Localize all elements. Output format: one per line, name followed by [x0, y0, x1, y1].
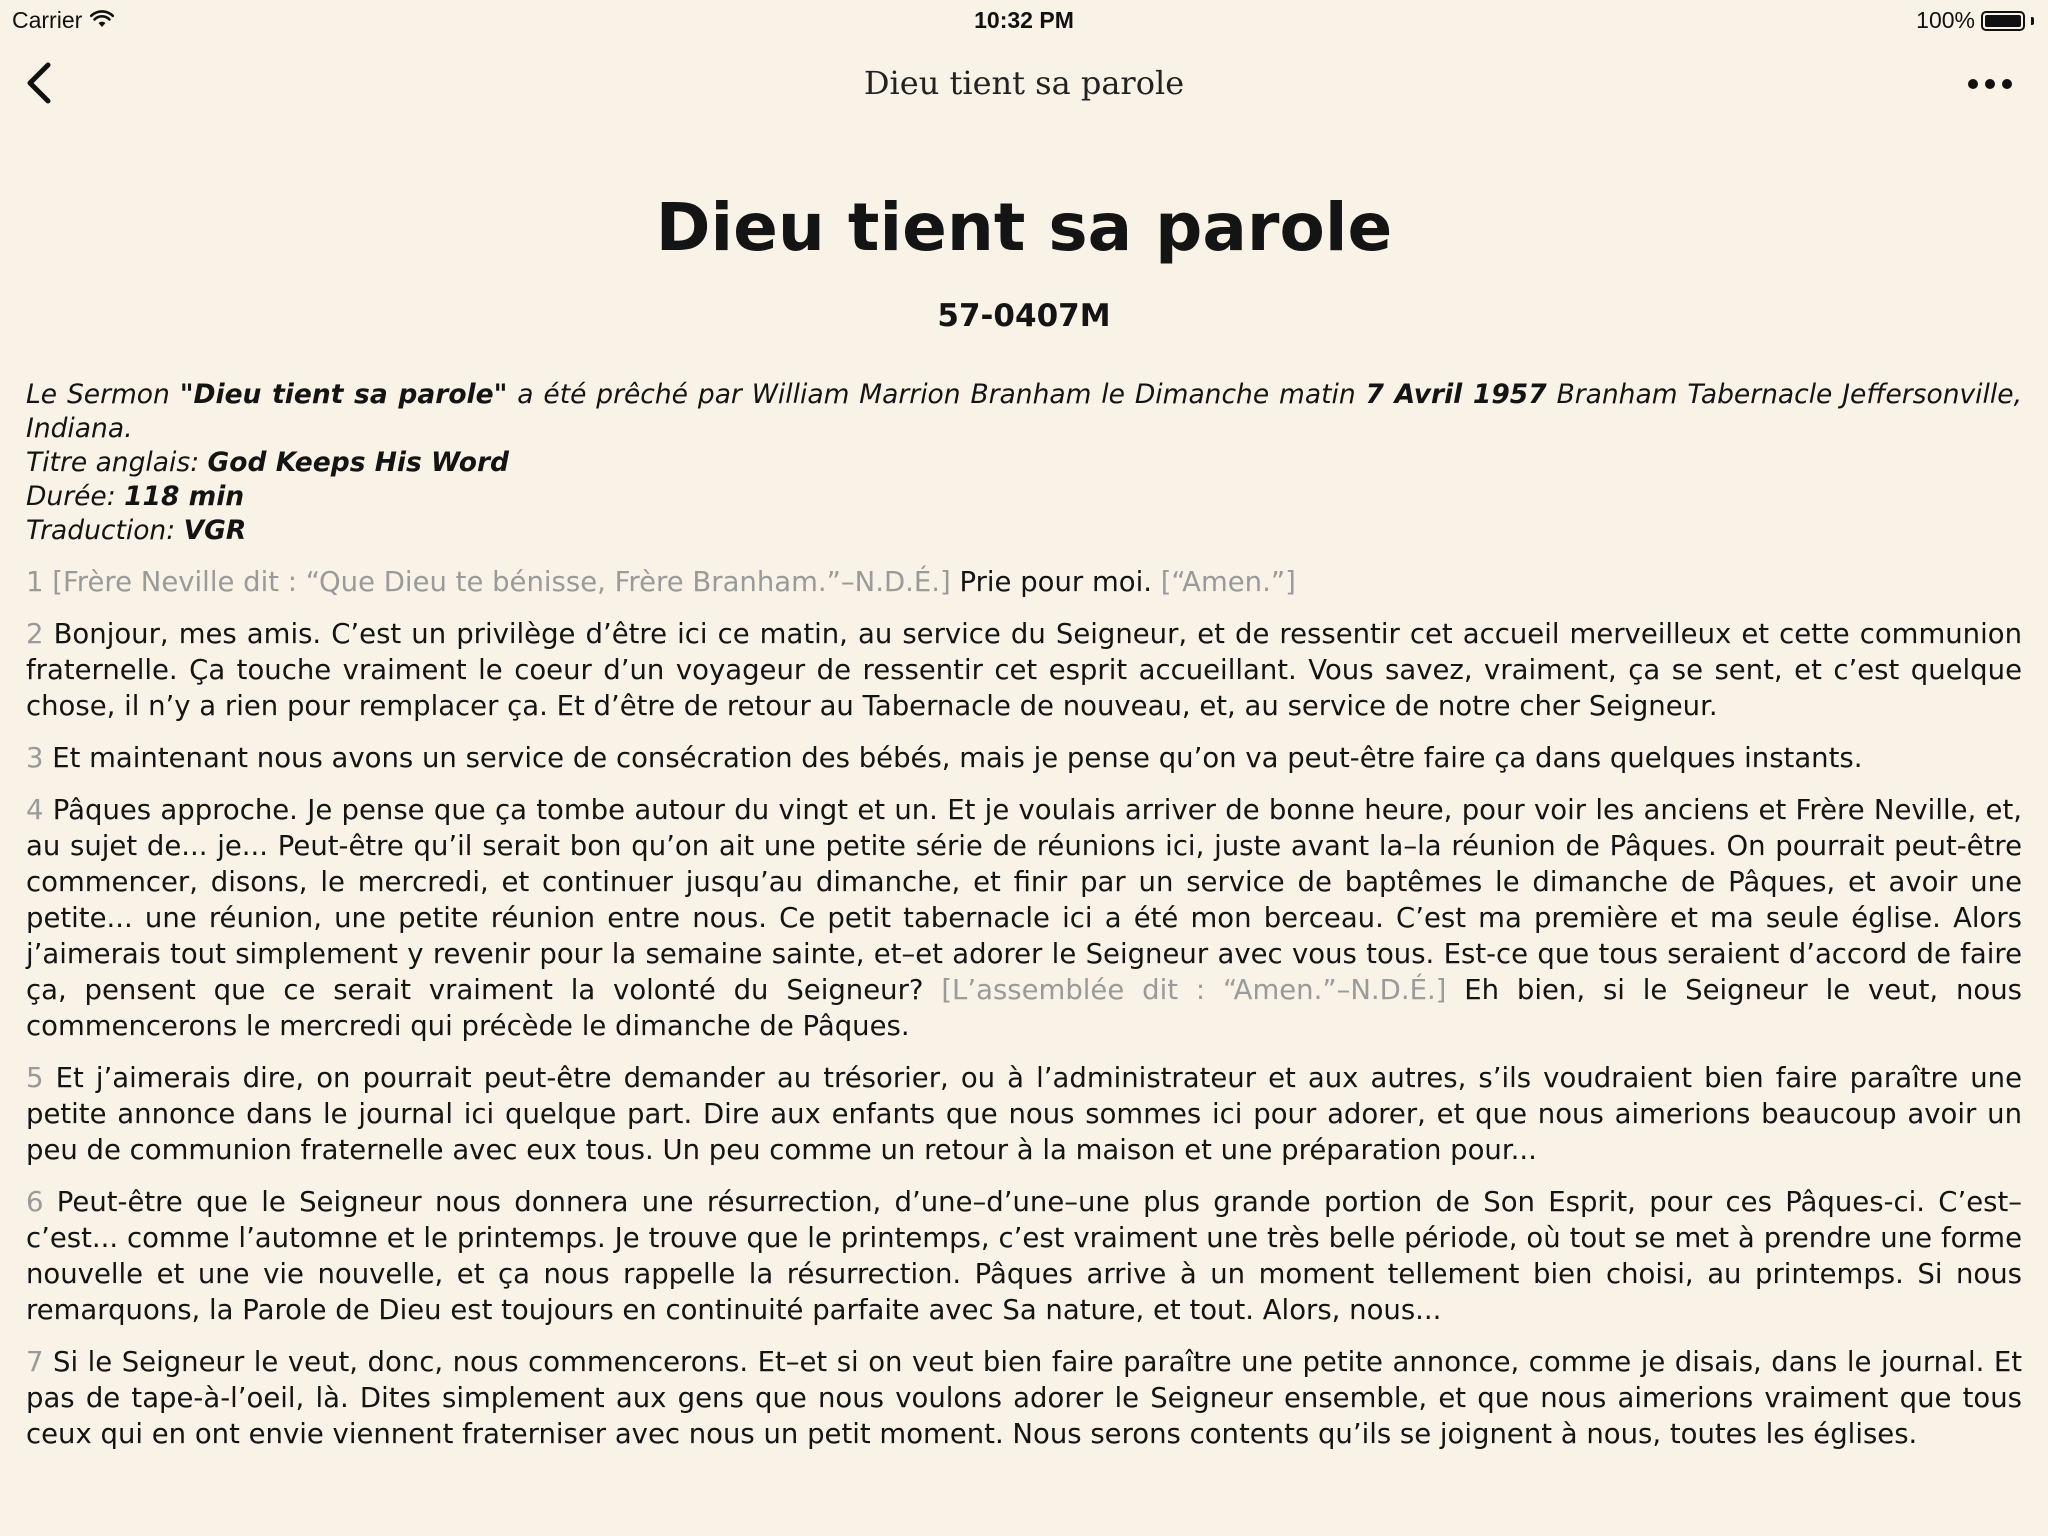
paragraph-3: 3 Et maintenant nous avons un service de consécration des bébés, mais je pense qu’on va peut-être faire ça dans quelques instants. [26, 742, 1863, 774]
paragraph-number: 5 [26, 1062, 44, 1094]
more-icon [1968, 79, 1978, 89]
document-title: Dieu tient sa parole [655, 189, 1393, 266]
status-bar [0, 0, 2048, 40]
sermon-metadata [26, 378, 2022, 548]
editor-note: [L’assemblée dit : “Amen.”–N.D.É.] [941, 974, 1447, 1006]
paragraph-1: 1 [Frère Neville dit : “Que Dieu te bénisse, Frère Branham.”–N.D.É.] Prie pour moi. [“Amen.”] [26, 566, 1296, 598]
battery-percent: 100% [1916, 7, 1975, 33]
sermon-content [26, 130, 2022, 1452]
sermon-title-ref: "Dieu tient sa parole" [179, 379, 508, 410]
duration-value: 118 min [124, 481, 245, 512]
paragraph-number: 6 [26, 1186, 44, 1218]
translation-line: Traduction: VGR [26, 515, 247, 546]
battery-icon [1981, 11, 2025, 31]
document-code: 57-0407M [937, 298, 1111, 334]
paragraph-5: 5 Et j’aimerais dire, on pourrait peut-être demander au trésorier, ou à l’administrateur et aux autres, s’ils voudraient bien faire paraître une petite annonce dans le journal ici quelque part. Dire aux enfants que nous sommes ici pour adorer, et que nous aimerions beaucoup avoir un peu de communion fraternelle avec eux tous. Un peu comme un retour à la maison et une préparation pour... [26, 1062, 2022, 1166]
nav-title: Dieu tient sa parole [863, 64, 1185, 102]
battery-indicator [1916, 7, 2034, 34]
paragraph-2: 2 Bonjour, mes amis. C’est un privilège d’être ici ce matin, au service du Seigneur, et de ressentir cet accueil merveilleux et cette communion fraternelle. Ça touche vraiment le coeur d’un voyageur de ressentir cet esprit accueillant. Vous savez, vraiment, ça se sent, et c’est quelque chose, il n’y a rien pour remplacer ça. Et d’être de retour au Tabernacle de nouveau, et, au service de notre cher Seigneur. [26, 618, 2022, 722]
english-title: God Keeps His Word [207, 447, 509, 478]
more-options-button[interactable] [1960, 64, 2020, 104]
editor-note: [Frère Neville dit : “Que Dieu te bénisse, Frère Branham.”–N.D.É.] [52, 566, 951, 598]
status-time: 10:32 PM [974, 7, 1074, 33]
editor-note: [“Amen.”] [1160, 566, 1296, 598]
translation-value: VGR [183, 515, 247, 546]
english-title-line: Titre anglais: God Keeps His Word [26, 447, 509, 478]
paragraph-number: 3 [26, 742, 44, 774]
paragraph-4: 4 Pâques approche. Je pense que ça tombe autour du vingt et un. Et je voulais arriver de bonne heure, pour voir les anciens et Frère Neville, et, au sujet de... je... Peut-être qu’il serait bon qu’on ait une petite série de réunions ici, juste avant la–la réunion de Pâques. On pourrait peut-être commencer, disons, le mercredi, et continuer jusqu’au dimanche, et finir par un service de baptêmes le dimanche de Pâques, et avoir une petite... une réunion, une petite réunion entre nous. Ce petit tabernacle ici a été mon berceau. C’est ma première et ma seule église. Alors j’aimerais tout simplement y revenir pour la semaine sainte, et–et adorer le Seigneur avec vous tous. Est-ce que tous seraient d’accord de faire ça, pensent que ce serait vraiment la volonté du Seigneur? [L’assemblée dit : “Amen.”–N.D.É.] Eh bien, si le Seigneur le veut, nous commencerons le mercredi qui précède le dimanche de Pâques. [26, 794, 2022, 1042]
paragraph-6: 6 Peut-être que le Seigneur nous donnera une résurrection, d’une–d’une–une plus grande portion de Son Esprit, pour ces Pâques-ci. C’est–c’est... comme l’automne et le printemps. Je trouve que le printemps, c’est vraiment une très belle période, où tout se met à prendre une forme nouvelle et une vie nouvelle, et ça nous rappelle la résurrection. Pâques arrive à un moment tellement bien choisi, au printemps. Si nous remarquons, la Parole de Dieu est toujours en continuité parfaite avec Sa nature, et tout. Alors, nous... [26, 1186, 2022, 1326]
sermon-date: 7 Avril 1957 [1365, 379, 1547, 410]
paragraph-number: 2 [26, 618, 44, 650]
paragraph-number: 1 [26, 566, 44, 598]
navigation-bar [0, 40, 2048, 130]
duration-line: Durée: 118 min [26, 481, 245, 512]
paragraph-number: 4 [26, 794, 44, 826]
sermon-intro: Le Sermon "Dieu tient sa parole" a été prêché par William Marrion Branham le Dimanche matin 7 Avril 1957 Branham Tabernacle Jeffersonville, Indiana. [26, 379, 2022, 444]
paragraph-7: 7 Si le Seigneur le veut, donc, nous commencerons. Et–et si on veut bien faire paraître une petite annonce, comme je disais, dans le journal. Et pas de tape-à-l’oeil, là. Dites simplement aux gens que nous voulons adorer le Seigneur ensemble, et que nous aimerions vraiment que tous ceux qui en ont envie viennent fraterniser avec nous un petit moment. Nous serons contents qu’ils se joignent à nous, toutes les églises. [26, 1346, 2022, 1450]
carrier-label: Carrier [12, 7, 83, 33]
paragraph-number: 7 [26, 1346, 44, 1378]
